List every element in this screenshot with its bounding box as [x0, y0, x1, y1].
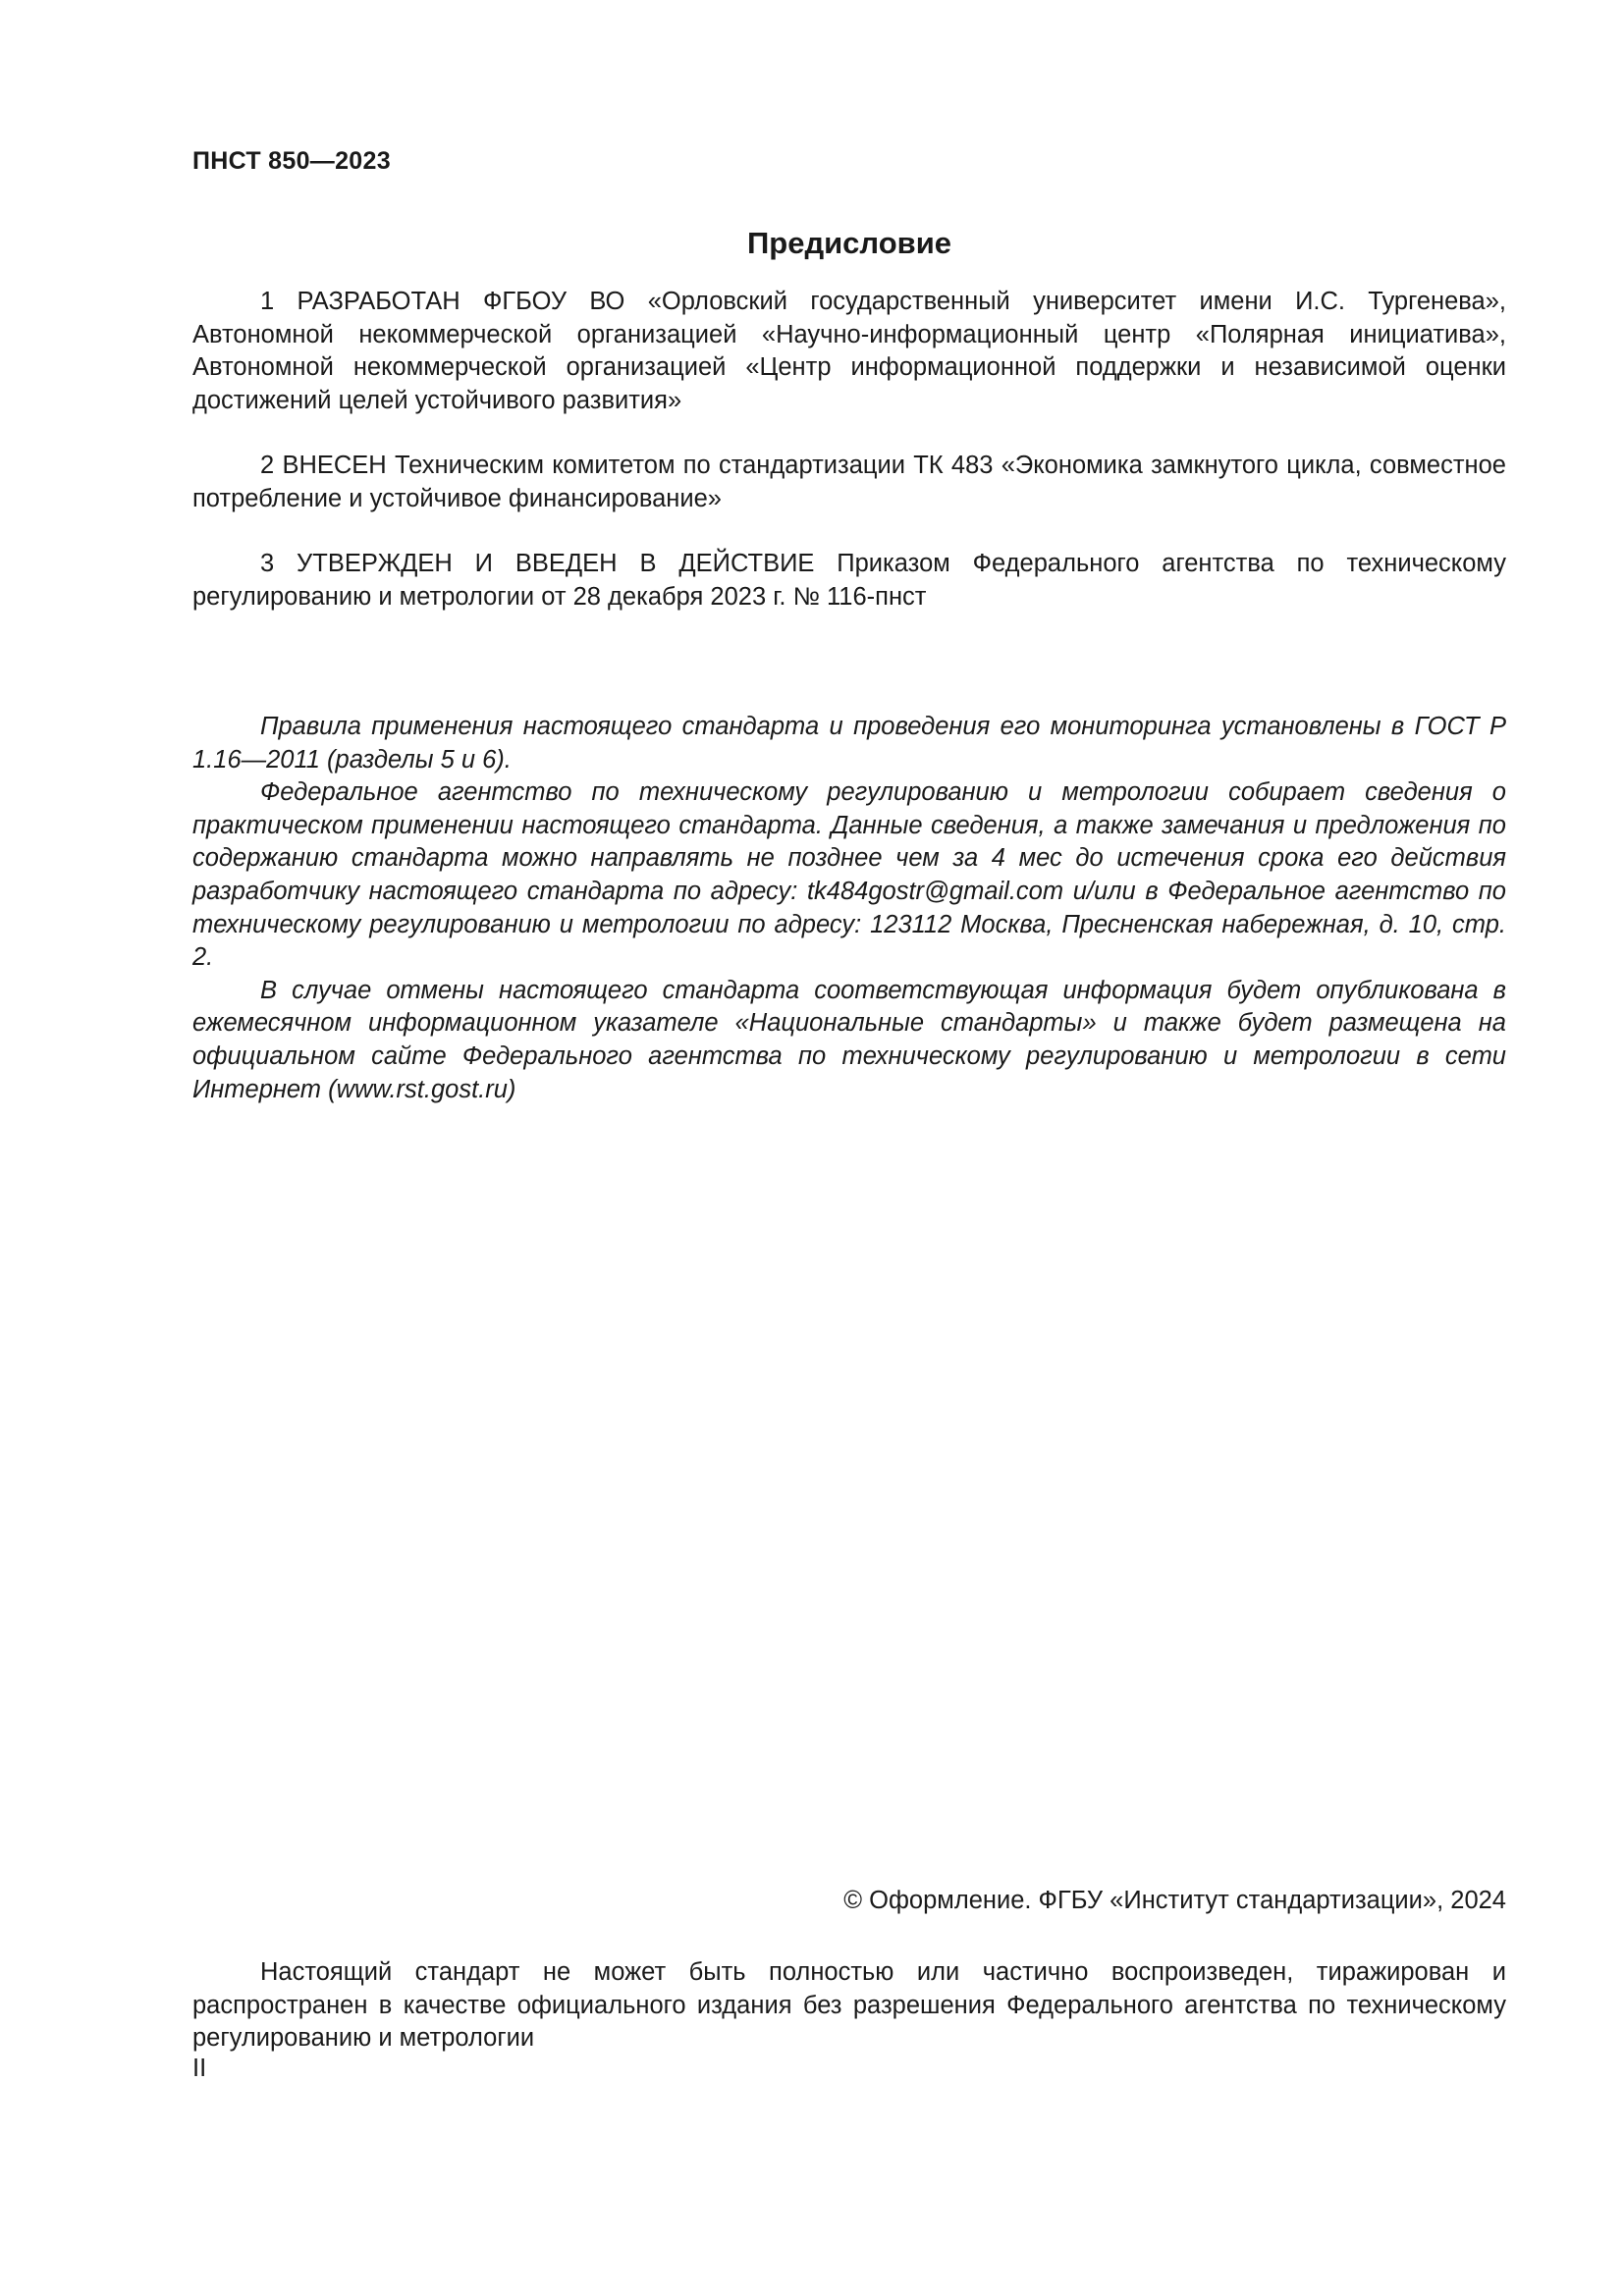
preface-item-approved: 3 УТВЕРЖДЕН И ВВЕДЕН В ДЕЙСТВИЕ Приказом Федерального агентства по техническому регулированию и метрологии от 28 декабря 2023 г. № 116-пнст — [192, 550, 1506, 611]
italic-paragraph-cancellation: В случае отмены настоящего стандарта соответствующая информация будет опубликована в ежемесячном информационном указателе «Национальные стандарты» и также будет размещена на официальном сайте Федерального агентства по техническому регулированию и метрологии в сети Интернет (www.rst.gost.ru) — [192, 976, 1506, 1103]
italic-paragraph-feedback: Федеральное агентство по техническому регулированию и метрологии собирает сведения о практическом применении настоящего стандарта. Данные сведения, а также замечания и предложения по содержанию стандарта можно направлять не позднее чем за 4 мес до истечения срока его действия разработчику настоящего стандарта по адресу: tk484gostr@gmail.com и/или в Федеральное агентство по техническому регулированию и метрологии по адресу: 123112 Москва, Пресненская набережная, д. 10, стр. 2. — [192, 778, 1506, 972]
reproduction-notice: Настоящий стандарт не может быть полностью или частично воспроизведен, тиражирован и распространен в качестве официального издания без разрешения Федерального агентства по техническому регулированию и метрологии — [192, 1958, 1506, 2053]
preface-item-introduced: 2 ВНЕСЕН Техническим комитетом по стандартизации ТК 483 «Экономика замкнутого цикла, совместное потребление и устойчивое финансирование» — [192, 452, 1506, 512]
preface-title: Предисловие — [746, 226, 951, 260]
italic-paragraph-rules: Правила применения настоящего стандарта и проведения его мониторинга установлены в ГОСТ Р 1.16—2011 (разделы 5 и 6). — [192, 713, 1506, 774]
page-number: II — [192, 2055, 207, 2082]
document-code: ПНСТ 850—2023 — [192, 147, 391, 175]
preface-item-developed: 1 РАЗРАБОТАН ФГБОУ ВО «Орловский государственный университет имени И.С. Тургенева», Автономной некоммерческой организацией «Научно-информационный центр «Полярная инициатива», Автономной некоммерческой организацией «Центр информационной поддержки и независимой оценки достижений целей устойчивого развития» — [192, 288, 1506, 414]
copyright-line: © Оформление. ФГБУ «Институт стандартизации», 2024 — [843, 1887, 1506, 1914]
application-rules-section — [192, 711, 1506, 1106]
